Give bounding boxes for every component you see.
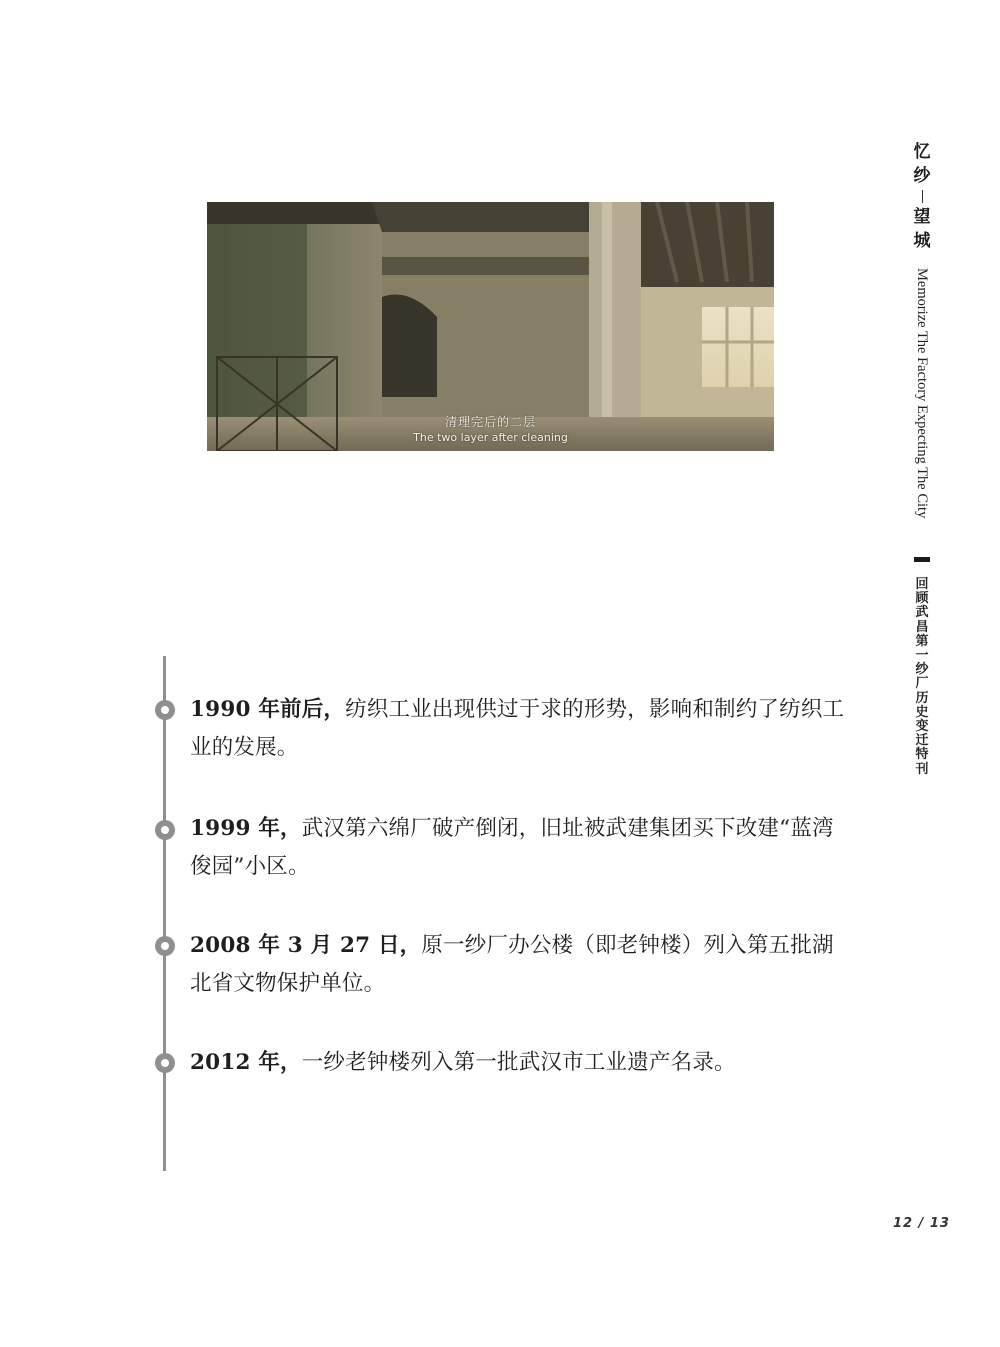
timeline-entry-2012 xyxy=(190,1044,850,1082)
side-special-issue-label xyxy=(902,578,942,777)
timeline-entry-text: 纺织工业出现供过于求的形势，影响和制约了纺织工业的发展。 xyxy=(190,697,845,760)
timeline-entry-2008 xyxy=(190,927,850,1003)
side-special-char: 第 xyxy=(915,633,929,649)
timeline-dot xyxy=(155,700,175,720)
timeline-entry-date: 2012 年， xyxy=(190,1050,302,1075)
side-special-char: 变 xyxy=(915,719,929,735)
side-special-char: 特 xyxy=(915,747,929,763)
side-special-char: 史 xyxy=(915,704,929,720)
factory-interior-photo xyxy=(207,202,774,451)
side-title-char: 望 xyxy=(913,207,931,227)
side-special-char: 回 xyxy=(915,577,929,592)
timeline-dot xyxy=(155,820,175,840)
side-special-char: 迁 xyxy=(915,733,929,749)
side-main-title xyxy=(902,140,942,253)
side-special-char: 武 xyxy=(915,605,929,621)
side-special-char: 刊 xyxy=(915,761,929,777)
side-special-char: 顾 xyxy=(915,591,929,607)
timeline-entry-text: 武汉第六绵厂破产倒闭，旧址被武建集团买下改建“蓝湾俊园”小区。 xyxy=(190,816,834,879)
photo-caption-en: The two layer after cleaning xyxy=(413,431,568,444)
timeline-entry-text: 一纱老钟楼列入第一批武汉市工业遗产名录。 xyxy=(301,1050,736,1075)
side-title-char: 纱 xyxy=(913,166,931,186)
side-title-char: 忆 xyxy=(913,142,931,162)
side-special-char: 纱 xyxy=(915,662,929,678)
side-divider-bar xyxy=(914,557,930,562)
side-special-char: 一 xyxy=(915,648,929,664)
side-title-column xyxy=(902,140,942,777)
side-special-char: 历 xyxy=(915,690,929,706)
side-special-char: 昌 xyxy=(915,619,929,635)
timeline-entry-date: 2008 年 3 月 27 日， xyxy=(190,933,422,958)
photo-caption-cn: 清理完后的二层 xyxy=(444,415,536,429)
timeline-entry-1990 xyxy=(190,691,850,767)
side-english-subtitle xyxy=(910,268,934,538)
side-english-subtitle-text: Memorize The Factory Expecting The City xyxy=(914,268,930,519)
timeline-entry-1999 xyxy=(190,810,850,886)
side-special-char: 厂 xyxy=(915,676,929,692)
timeline-entry-date: 1990 年前后， xyxy=(190,697,346,722)
timeline-entry-date: 1999 年， xyxy=(190,816,302,841)
timeline-entry-text: 原一纱厂办公楼（即老钟楼）列入第五批湖北省文物保护单位。 xyxy=(190,933,834,996)
page-number: 12 / 13 xyxy=(893,1216,950,1231)
timeline-dot xyxy=(155,936,175,956)
timeline-line xyxy=(163,656,166,1171)
timeline-dot xyxy=(155,1053,175,1073)
side-title-char: 城 xyxy=(913,231,931,251)
side-title-divider xyxy=(922,190,923,203)
